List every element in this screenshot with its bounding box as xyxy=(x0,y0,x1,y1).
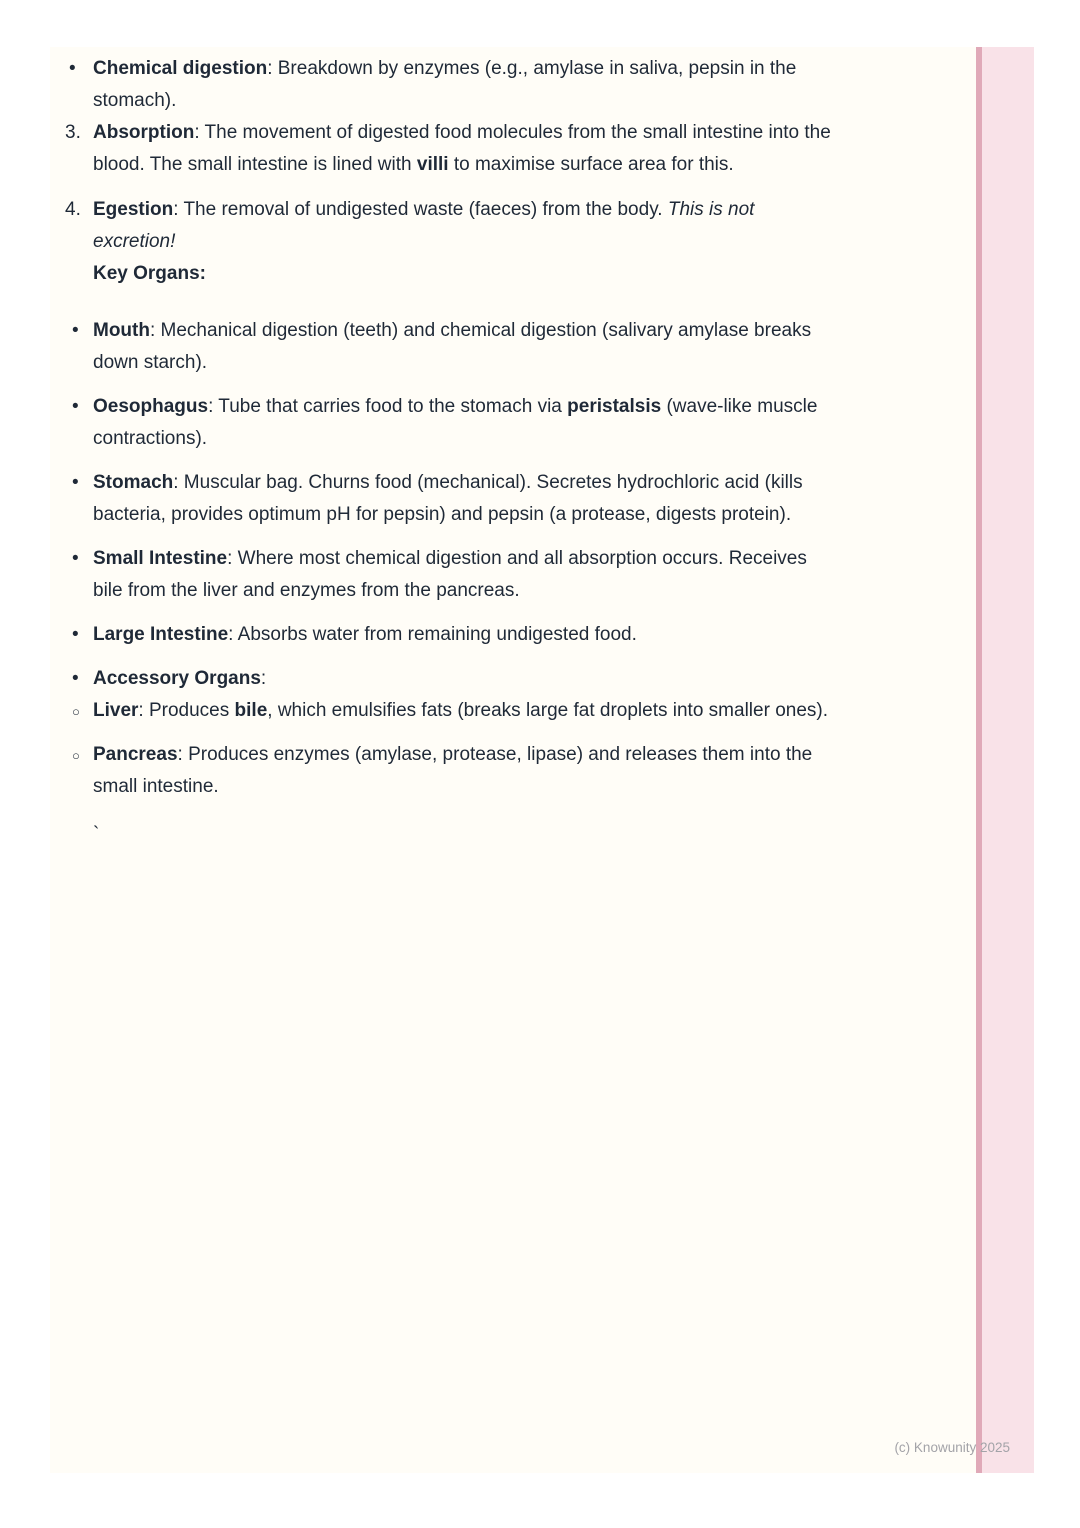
stray-character: ` xyxy=(93,824,100,845)
intro-bullet-list xyxy=(93,53,831,117)
list-item xyxy=(93,663,831,803)
list-number-marker: 3. xyxy=(65,122,81,143)
list-item xyxy=(93,543,831,607)
text-segment: (wave-like muscle contractions). xyxy=(93,396,818,449)
text-segment: : xyxy=(260,668,267,689)
text-segment: : Produces enzymes (amylase, protease, lipase) and releases them into the small intestine. xyxy=(93,744,813,797)
text-segment: : The removal of undigested waste (faeces) from the body. xyxy=(173,199,668,220)
text-segment: Pancreas xyxy=(93,744,178,765)
document-card xyxy=(50,47,1034,1473)
text-segment: : The movement of digested food molecules from the small intestine into the blood. The small intestine is lined with xyxy=(93,122,831,175)
text-segment: villi xyxy=(416,154,449,175)
text-segment: : Tube that carries food to the stomach via xyxy=(208,396,568,417)
text-segment: Liver xyxy=(93,700,139,721)
text-segment: Stomach xyxy=(93,472,174,493)
text-segment: to maximise surface area for this. xyxy=(448,154,734,175)
list-item xyxy=(93,53,831,117)
list-item xyxy=(93,695,831,727)
text-segment: This is not excretion! xyxy=(93,199,755,252)
text-segment: Absorption xyxy=(93,122,195,143)
text-segment: bile xyxy=(234,700,268,721)
list-item xyxy=(93,739,831,803)
text-segment: : Absorbs water from remaining undigested food. xyxy=(228,624,637,645)
list-number-marker: 4. xyxy=(65,199,81,220)
list-item xyxy=(93,315,831,379)
text-segment: : Muscular bag. Churns food (mechanical). Secretes hydrochloric acid (kills bacteria, provides optimum pH for pepsin) and pepsin (a protease, digests protein). xyxy=(93,472,803,525)
text-segment: Accessory Organs xyxy=(93,668,261,689)
copyright-footer: (c) Knowunity 2025 xyxy=(894,1440,1010,1455)
list-item xyxy=(93,391,831,455)
text-segment: , which emulsifies fats (breaks large fat droplets into smaller ones). xyxy=(267,700,828,721)
pink-margin-stripe xyxy=(976,47,1034,1473)
sub-bullet-list xyxy=(93,695,831,803)
text-segment: : Breakdown by enzymes (e.g., amylase in saliva, pepsin in the stomach). xyxy=(93,58,797,111)
text-segment: peristalsis xyxy=(567,396,662,417)
text-segment: Oesophagus xyxy=(93,396,209,417)
list-item xyxy=(65,117,831,181)
text-segment: Small Intestine xyxy=(93,548,228,569)
text-segment: : Mechanical digestion (teeth) and chemical digestion (salivary amylase breaks down starch). xyxy=(93,320,812,373)
key-organs-list xyxy=(93,315,831,803)
numbered-list xyxy=(65,117,831,258)
text-segment: Mouth xyxy=(93,320,150,341)
text-segment: : Where most chemical digestion and all absorption occurs. Receives bile from the liver and enzymes from the pancreas. xyxy=(93,548,807,601)
list-item xyxy=(93,467,831,531)
text-segment: Chemical digestion xyxy=(93,58,268,79)
document-content xyxy=(65,53,831,851)
list-item xyxy=(65,194,831,258)
text-segment: Large Intestine xyxy=(93,624,229,645)
list-item xyxy=(93,619,831,651)
text-segment: : Produces xyxy=(138,700,235,721)
text-segment: Egestion xyxy=(93,199,174,220)
key-organs-heading: Key Organs: xyxy=(93,263,206,284)
